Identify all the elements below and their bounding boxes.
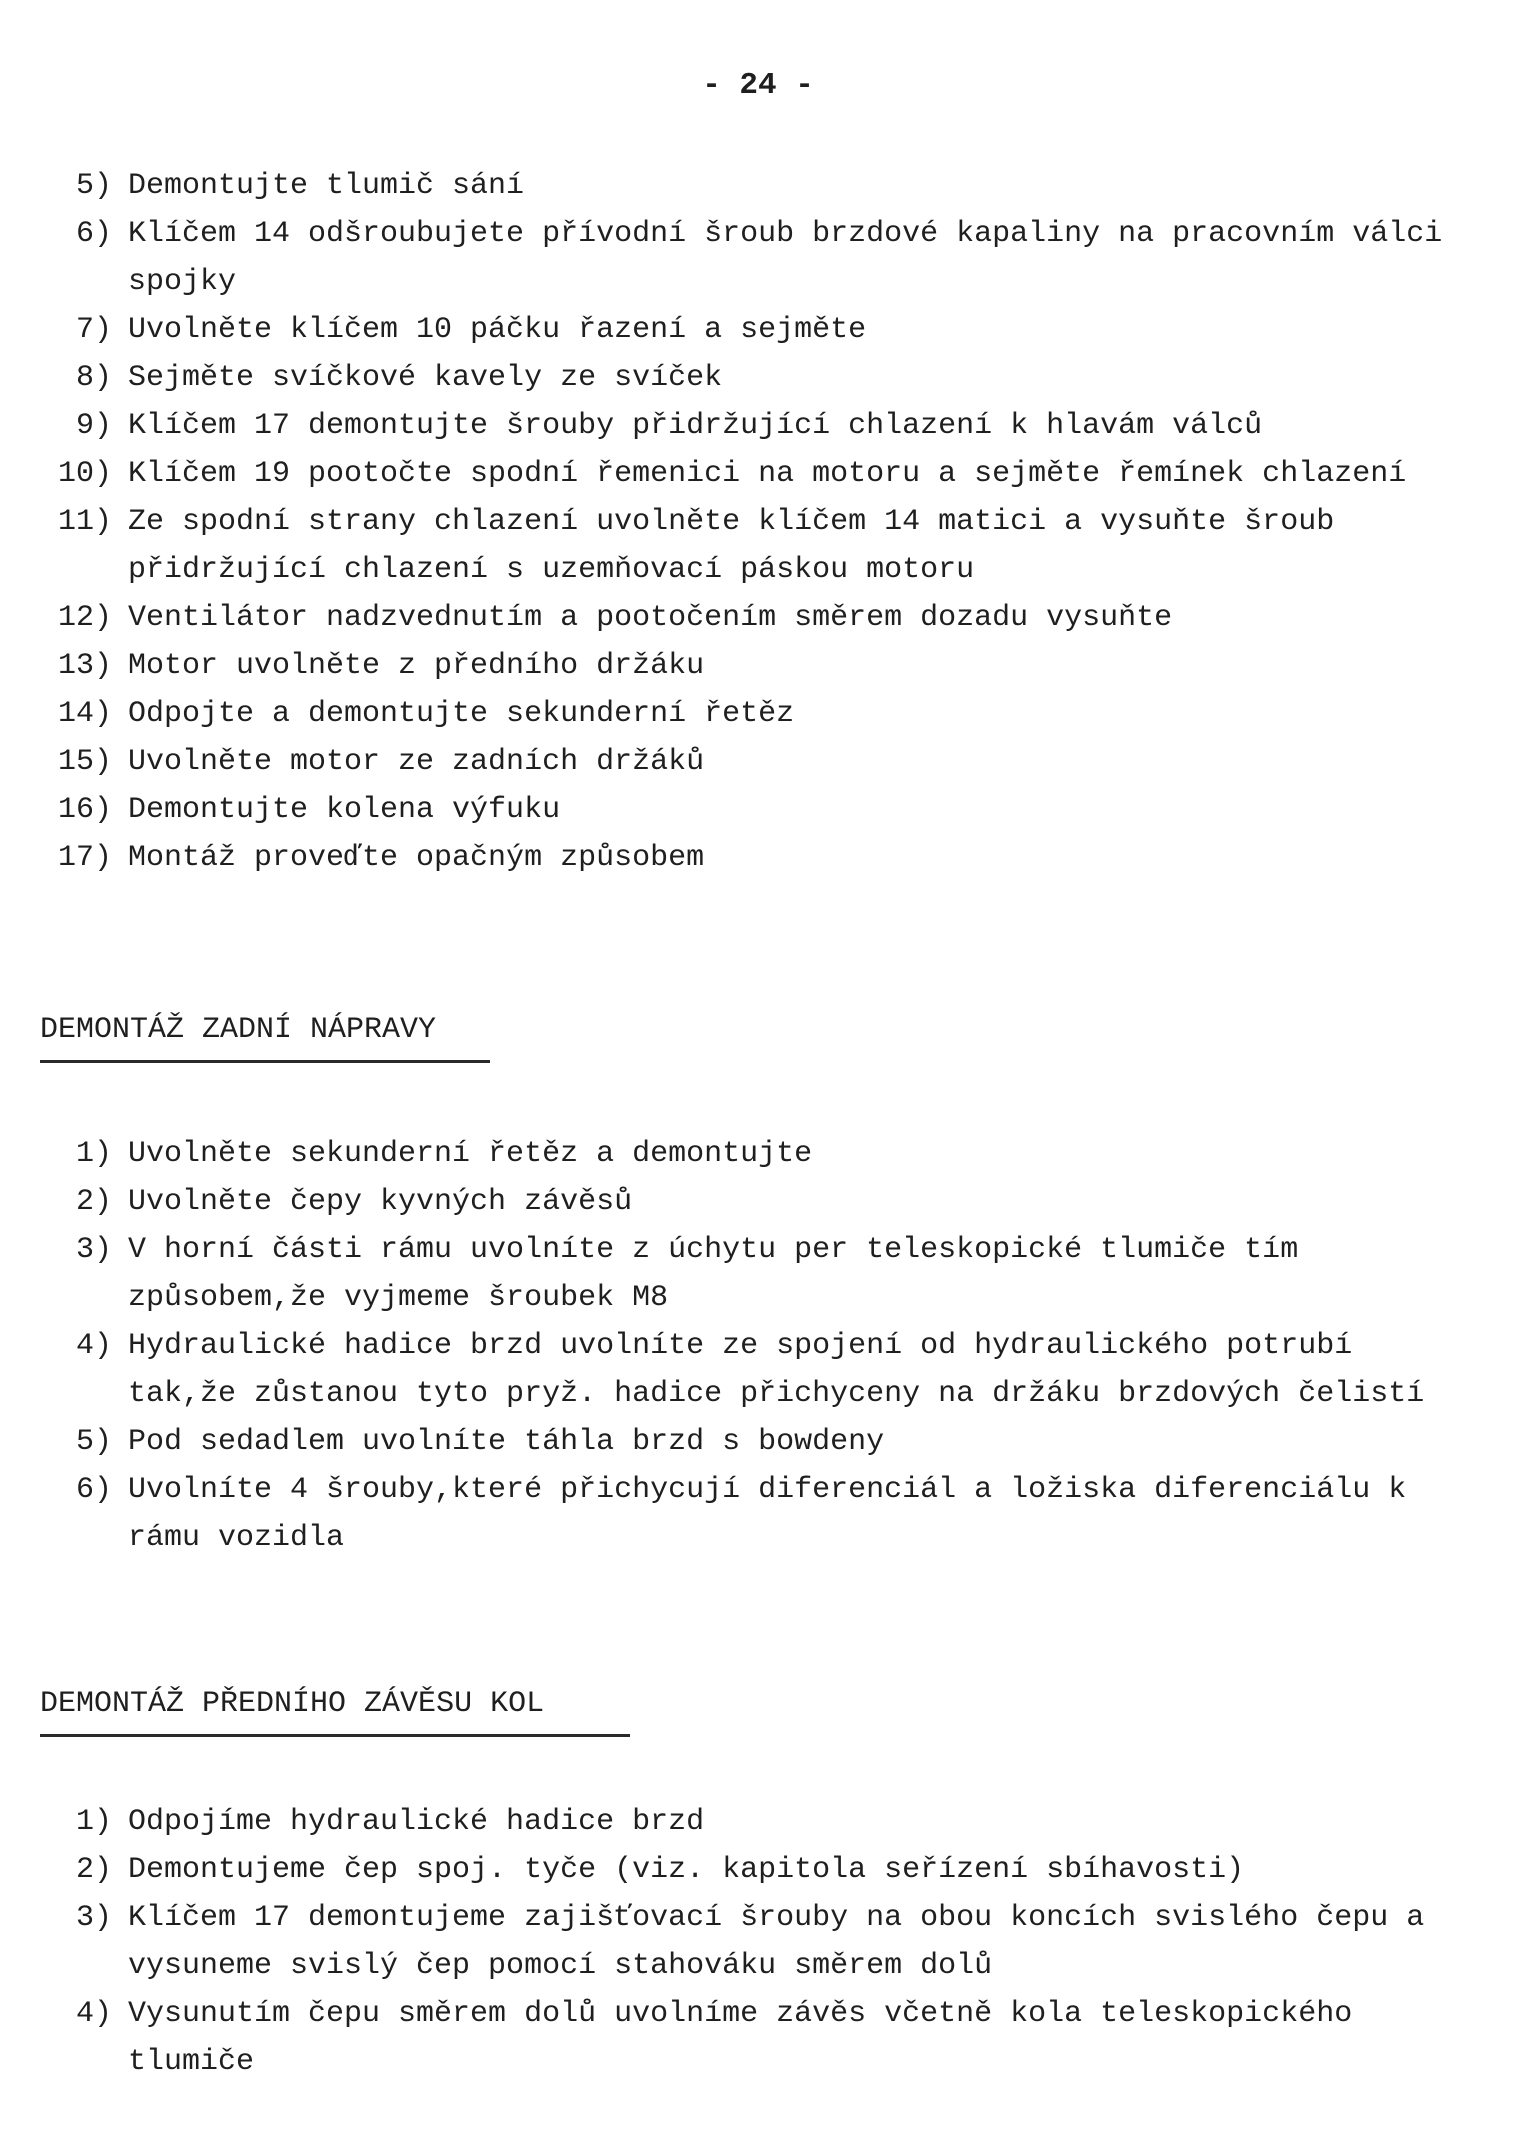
list-item-text: Klíčem 19 pootočte spodní řemenici na motoru a sejměte řemínek chlazení xyxy=(128,457,1407,491)
list-item-number: 14) xyxy=(57,697,112,731)
list-item-number: 11) xyxy=(57,505,112,539)
list-item xyxy=(40,1990,1480,2086)
list-item-text: Demontujte tlumič sání xyxy=(128,169,525,203)
list-item-number: 16) xyxy=(57,793,112,827)
list-item-number: 5) xyxy=(75,169,112,203)
list-item-text: Uvolněte sekunderní řetěz a demontujte xyxy=(128,1137,813,1171)
list-item-text: Klíčem 17 demontujte šrouby přidržující chlazení k hlavám válců xyxy=(128,409,1263,443)
list-item-text: Uvolníte 4 šrouby,které přichycují diferenciál a ložiska diferenciálu k rámu vozidla xyxy=(128,1473,1407,1555)
list-item xyxy=(40,1894,1480,1990)
list-item-number: 7) xyxy=(75,313,112,347)
list-item-number: 2) xyxy=(75,1853,112,1887)
list-item xyxy=(40,1418,1480,1466)
list-item-number: 3) xyxy=(75,1901,112,1935)
list-item-number: 12) xyxy=(57,601,112,635)
list-item-number: 17) xyxy=(57,841,112,875)
list-item xyxy=(40,1466,1480,1562)
list-item xyxy=(40,1798,1480,1846)
list-item-number: 8) xyxy=(75,361,112,395)
section-heading-front-suspension-text: DEMONTÁŽ PŘEDNÍHO ZÁVĚSU KOL xyxy=(40,1687,545,1721)
list-item-text: V horní části rámu uvolníte z úchytu per teleskopické tlumiče tím způsobem,že vyjmeme šroubek M8 xyxy=(128,1233,1299,1315)
list-front-suspension-steps xyxy=(40,1798,1480,2086)
list-item-number: 6) xyxy=(75,1473,112,1507)
list-item-number: 1) xyxy=(75,1805,112,1839)
list-item-number: 5) xyxy=(75,1425,112,1459)
list-item-text: Demontujte kolena výfuku xyxy=(128,793,561,827)
section-heading-rear-axle-text: DEMONTÁŽ ZADNÍ NÁPRAVY xyxy=(40,1013,437,1047)
list-item-number: 6) xyxy=(75,217,112,251)
list-item-text: Odpojíme hydraulické hadice brzd xyxy=(128,1805,705,1839)
list-item xyxy=(40,498,1480,594)
list-engine-removal-steps xyxy=(40,162,1480,882)
list-item-number: 10) xyxy=(57,457,112,491)
list-item-text: Montáž proveďte opačným způsobem xyxy=(128,841,705,875)
list-item xyxy=(40,690,1480,738)
list-item xyxy=(40,834,1480,882)
list-rear-axle-steps xyxy=(40,1130,1480,1562)
heading-underline xyxy=(40,1734,630,1737)
list-item-text: Hydraulické hadice brzd uvolníte ze spojení od hydraulického potrubí tak,že zůstanou tyto pryž. hadice přichyceny na držáku brzdových čelistí xyxy=(128,1329,1425,1411)
list-item-number: 15) xyxy=(57,745,112,779)
list-item-text: Uvolněte klíčem 10 páčku řazení a sejměte xyxy=(128,313,867,347)
list-item-text: Vysunutím čepu směrem dolů uvolníme závěs včetně kola teleskopického tlumiče xyxy=(128,1997,1353,2079)
list-item xyxy=(40,402,1480,450)
list-item-text: Ventilátor nadzvednutím a pootočením směrem dozadu vysuňte xyxy=(128,601,1173,635)
list-item-number: 9) xyxy=(75,409,112,443)
list-item-text: Motor uvolněte z předního držáku xyxy=(128,649,705,683)
list-item-text: Sejměte svíčkové kavely ze svíček xyxy=(128,361,723,395)
list-item-text: Odpojte a demontujte sekunderní řetěz xyxy=(128,697,795,731)
list-item-text: Uvolněte čepy kyvných závěsů xyxy=(128,1185,633,1219)
section-heading-rear-axle xyxy=(40,1010,490,1063)
list-item xyxy=(40,642,1480,690)
list-item xyxy=(40,1322,1480,1418)
list-item-text: Ze spodní strany chlazení uvolněte klíčem 14 matici a vysuňte šroub přidržující chlazení s uzemňovací páskou motoru xyxy=(128,505,1335,587)
list-item xyxy=(40,450,1480,498)
list-item xyxy=(40,786,1480,834)
list-item xyxy=(40,354,1480,402)
section-heading-front-suspension xyxy=(40,1684,630,1737)
list-item xyxy=(40,1130,1480,1178)
list-item xyxy=(40,594,1480,642)
list-item xyxy=(40,306,1480,354)
list-item xyxy=(40,1178,1480,1226)
list-item-text: Uvolněte motor ze zadních držáků xyxy=(128,745,705,779)
list-item-number: 13) xyxy=(57,649,112,683)
list-item-number: 4) xyxy=(75,1329,112,1363)
list-item xyxy=(40,162,1480,210)
list-item xyxy=(40,1846,1480,1894)
list-item-number: 1) xyxy=(75,1137,112,1171)
list-item-number: 2) xyxy=(75,1185,112,1219)
list-item xyxy=(40,738,1480,786)
list-item xyxy=(40,1226,1480,1322)
list-item-text: Klíčem 14 odšroubujete přívodní šroub brzdové kapaliny na pracovním válci spojky xyxy=(128,217,1443,299)
list-item-text: Demontujeme čep spoj. tyče (viz. kapitola seřízení sbíhavosti) xyxy=(128,1853,1245,1887)
list-item xyxy=(40,210,1480,306)
list-item-number: 4) xyxy=(75,1997,112,2031)
list-item-text: Pod sedadlem uvolníte táhla brzd s bowdeny xyxy=(128,1425,885,1459)
heading-underline xyxy=(40,1060,490,1063)
list-item-number: 3) xyxy=(75,1233,112,1267)
list-item-text: Klíčem 17 demontujeme zajišťovací šrouby na obou koncích svislého čepu a vysuneme svislý čep pomocí stahováku směrem dolů xyxy=(128,1901,1425,1983)
page-number: - 24 - xyxy=(702,68,814,103)
